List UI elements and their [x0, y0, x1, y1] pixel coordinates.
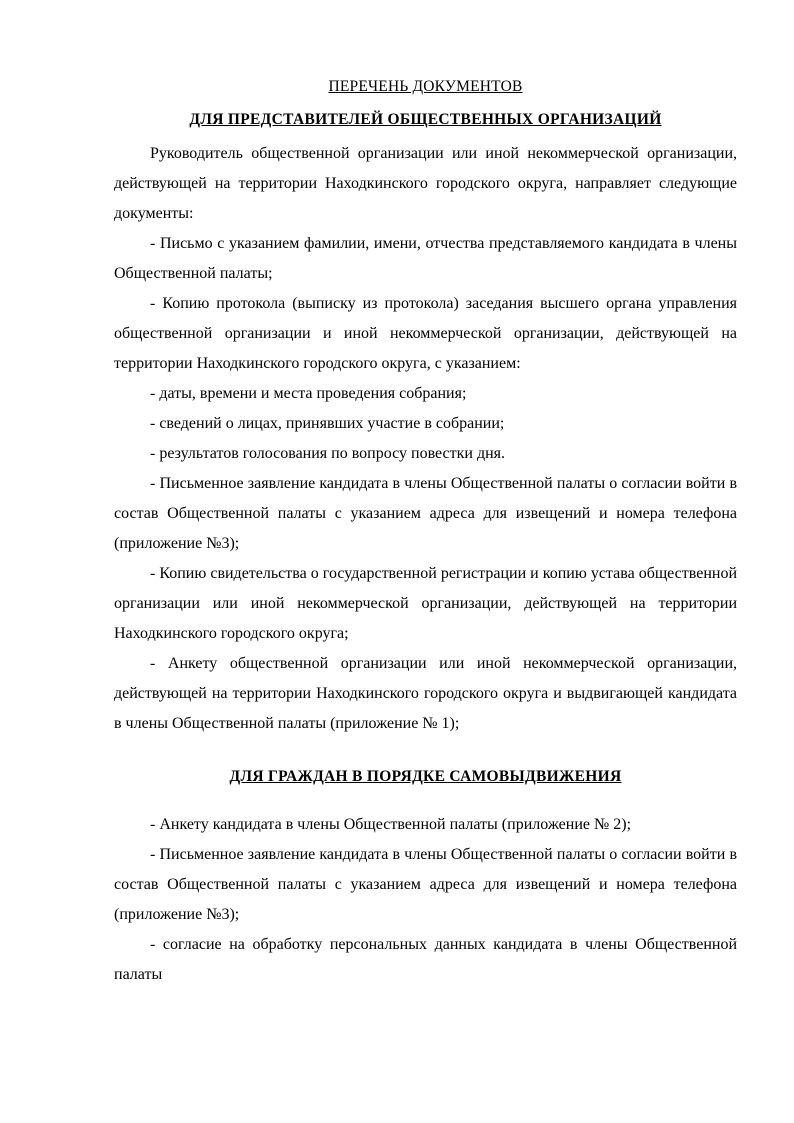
list-item: - Письмо с указанием фамилии, имени, отчества представляемого кандидата в члены Общественной палаты;: [114, 235, 737, 282]
list-item: - Анкету общественной организации или иной некоммерческой организации, действующей на территории Находкинского городского округа и выдвигающей кандидата в члены Общественной палаты (приложение № 1);: [114, 655, 737, 732]
list-item: - Письменное заявление кандидата в члены Общественной палаты о согласии войти в состав Общественной палаты с указанием адреса для извещений и номера телефона (приложение №3);: [114, 846, 737, 923]
document-title: ПЕРЕЧЕНЬ ДОКУМЕНТОВ: [328, 78, 523, 95]
list-item: - Копию свидетельства о государственной регистрации и копию устава общественной организации или иной некоммерческой организации, действующей на территории Находкинского городского округа;: [114, 565, 737, 642]
section-self-nomination-body: [114, 810, 737, 990]
section-organizations-body: [114, 139, 737, 739]
list-item: - Письменное заявление кандидата в члены Общественной палаты о согласии войти в состав Общественной палаты с указанием адреса для извещений и номера телефона (приложение №3);: [114, 475, 737, 552]
section-heading-organizations: ДЛЯ ПРЕДСТАВИТЕЛЕЙ ОБЩЕСТВЕННЫХ ОРГАНИЗАЦИЙ: [189, 111, 662, 128]
paragraph: Руководитель общественной организации или иной некоммерческой организации, действующей на территории Находкинского городского округа, направляет следующие документы:: [114, 145, 737, 222]
list-item: - результатов голосования по вопросу повестки дня.: [150, 445, 506, 462]
list-item: - даты, времени и места проведения собрания;: [150, 385, 467, 402]
list-item: - Анкету кандидата в члены Общественной палаты (приложение № 2);: [150, 816, 632, 833]
document-page: [114, 72, 737, 990]
section-heading-self-nomination: ДЛЯ ГРАЖДАН В ПОРЯДКЕ САМОВЫДВИЖЕНИЯ: [229, 768, 622, 785]
list-item: - согласие на обработку персональных данных кандидата в члены Общественной палаты: [114, 936, 737, 983]
list-item: - сведений о лицах, принявших участие в собрании;: [150, 415, 505, 432]
list-item: - Копию протокола (выписку из протокола) заседания высшего органа управления общественной организации и иной некоммерческой организации, действующей на территории Находкинского городского округа, с указанием:: [114, 295, 737, 372]
